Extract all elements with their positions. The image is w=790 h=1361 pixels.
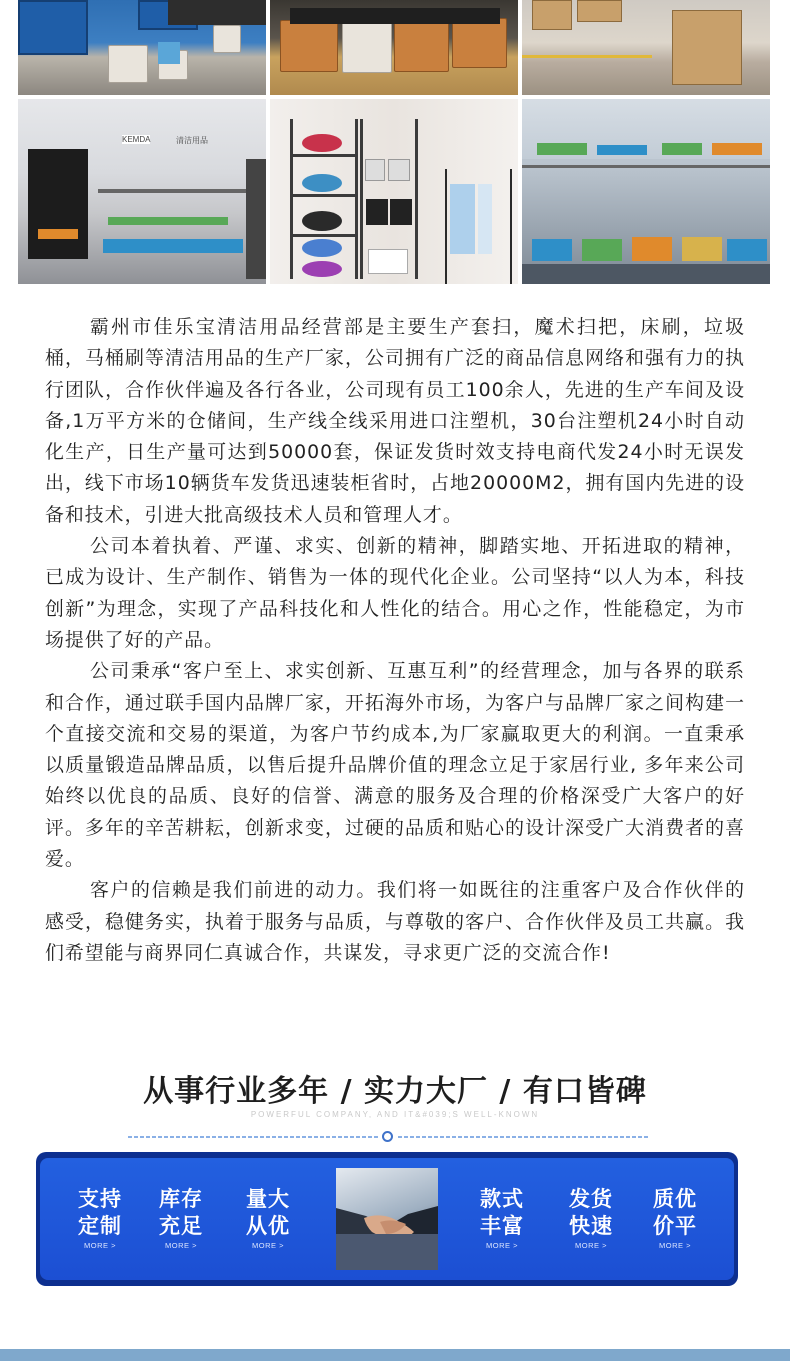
feature-variety-more-link[interactable]: MORE > — [486, 1241, 518, 1250]
feature-stock-line1: 库存 — [159, 1187, 203, 1211]
company-introduction — [45, 312, 745, 969]
feature-shipping-line2: 快速 — [569, 1214, 613, 1238]
feature-stock-more-link[interactable]: MORE > — [165, 1241, 197, 1250]
feature-variety-line2: 丰富 — [480, 1214, 524, 1238]
feature-custom-more-link[interactable]: MORE > — [84, 1241, 116, 1250]
divider-dot-icon — [382, 1131, 393, 1142]
photo-warehouse-boxes — [522, 0, 770, 95]
feature-variety-line1: 款式 — [480, 1187, 524, 1211]
section-title: 从事行业多年 / 实力大厂 / 有口皆碑 — [143, 1074, 647, 1109]
showroom-sign-brand: KEMDA — [122, 135, 151, 144]
feature-stock[interactable] — [141, 1186, 221, 1252]
showroom-sign-text: 清洁用品 — [176, 136, 208, 145]
handshake-image — [336, 1168, 438, 1270]
handshake-icon — [336, 1168, 438, 1270]
bottom-strip — [0, 1349, 790, 1361]
intro-paragraph-1: 霸州市佳乐宝清洁用品经营部是主要生产套扫，魔术扫把，床刷，垃圾桶，马桶刷等清洁用品的生产厂家，公司拥有广泛的商品信息网络和强有力的执行团队，合作伙伴遍及各行各业，公司现有员工100余人，先进的生产车间及设备,1万平方米的仓储间，生产线全线采用进口注塑机，30台注塑机24小时自动化生产，日生产量可达到50000套，保证发货时效支持电商代发24小时无误发出，线下市场10辆货车发货迅速装柜省时，占地20000M2，拥有国内先进的设备和技术，引进大批高级技术人员和管理人才。 — [45, 316, 745, 526]
feature-custom[interactable] — [60, 1186, 140, 1252]
feature-shipping-more-link[interactable]: MORE > — [575, 1241, 607, 1250]
section-subtitle: POWERFUL COMPANY, AND IT&#039;S WELL-KNOWN — [250, 1110, 540, 1119]
feature-variety[interactable] — [462, 1186, 542, 1252]
feature-bulk-line1: 量大 — [246, 1187, 290, 1211]
feature-bulk-line2: 从优 — [246, 1214, 290, 1238]
feature-custom-line1: 支持 — [78, 1187, 122, 1211]
feature-fast-shipping[interactable] — [551, 1186, 631, 1252]
photo-product-crates — [270, 0, 518, 95]
intro-paragraph-2: 公司本着执着、严谨、求实、创新的精神，脚踏实地、开拓进取的精神，已成为设计、生产制作、销售为一体的现代化企业。公司坚持“以人为本，科技创新”为理念，实现了产品科技化和人性化的结合。用心之作，性能稳定，为市场提供了好的产品。 — [45, 535, 745, 651]
photo-broom-display-wall — [522, 99, 770, 284]
feature-shipping-line1: 发货 — [569, 1187, 613, 1211]
feature-quality-price[interactable] — [635, 1186, 715, 1252]
intro-paragraph-4: 客户的信赖是我们前进的动力。我们将一如既往的注重客户及合作伙伴的感受，稳健务实，执着于服务与品质，与尊敬的客户、合作伙伴及员工共赢。我们希望能与商界同仁真诚合作，共谋发，寻求更广泛的交流合作! — [45, 879, 745, 964]
section-divider — [128, 1131, 648, 1143]
photo-factory-machines — [18, 0, 266, 95]
feature-quality-line1: 质优 — [653, 1187, 697, 1211]
divider-dashes-left — [128, 1136, 378, 1138]
divider-dashes-right — [398, 1136, 648, 1138]
feature-stock-line2: 充足 — [159, 1214, 203, 1238]
feature-quality-line2: 价平 — [653, 1214, 697, 1238]
feature-bulk-discount[interactable] — [228, 1186, 308, 1252]
feature-custom-line2: 定制 — [78, 1214, 122, 1238]
intro-paragraph-3: 公司秉承“客户至上、求实创新、互惠互利”的经营理念，加与各界的联系和合作，通过联手国内品牌厂家，开拓海外市场，为客户与品牌厂家之间构建一个直接交流和交易的渠道，为客户节约成本,为厂家赢取更大的利润。一直秉承以质量锻造品牌品质，以售后提升品牌价值的理念立足于家居行业, 多年来公司始终以优良的品质、良好的信誉、满意的服务及合理的价格深受广大客户的好评。多年的辛苦耕耘，创新求变，过硬的品质和贴心的设计深受广大消费者的喜爱。 — [45, 660, 745, 871]
feature-bulk-more-link[interactable]: MORE > — [252, 1241, 284, 1250]
feature-quality-more-link[interactable]: MORE > — [659, 1241, 691, 1250]
photo-product-display-rack — [270, 99, 518, 284]
photo-showroom — [18, 99, 266, 284]
